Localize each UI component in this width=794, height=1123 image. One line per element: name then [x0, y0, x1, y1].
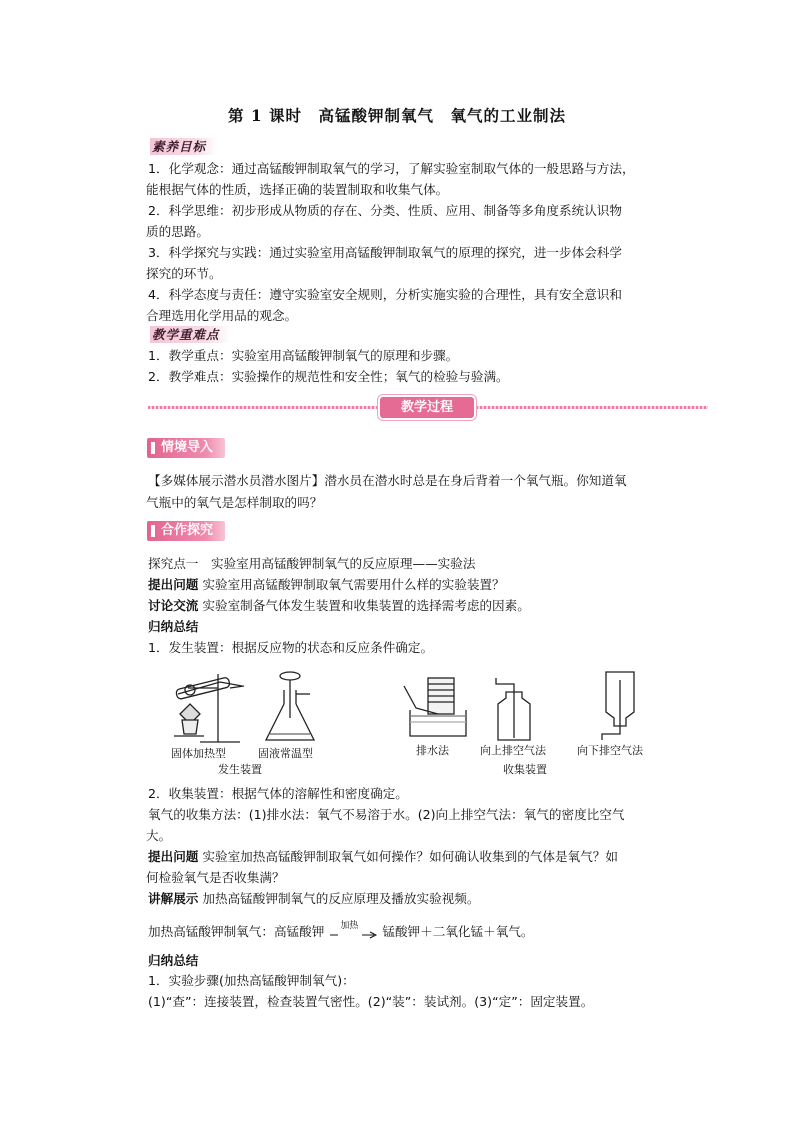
reaction-arrow — [328, 920, 378, 940]
goal-line-2: 能根据气体的性质，选择正确的装置制取和收集气体。 — [146, 182, 449, 197]
explanation-text: 加热高锰酸钾制氧气的反应原理及播放实验视频。 — [198, 891, 480, 906]
question-2-label: 提出问题 — [148, 849, 199, 864]
caption-collection-group: 收集装置 — [503, 763, 547, 776]
caption-generator-group: 发生装置 — [218, 763, 262, 776]
question-2-text-1: 实验室加热高锰酸钾制取氧气如何操作？如何确认收集到的气体是氧气？如 — [198, 849, 618, 864]
tag-keypoints: 教学重难点 — [150, 326, 230, 343]
reaction-equation — [148, 921, 533, 940]
oxygen-collect-line-2: 大。 — [146, 828, 172, 843]
question-1-label: 提出问题 — [148, 577, 199, 592]
steps-line: (1)“查”：连接装置，检查装置气密性。(2)“装”：装试剂。(3)“定”：固定装置。 — [148, 994, 594, 1009]
keypoint-line-2: 2．教学难点：实验操作的规范性和安全性；氧气的检验与验满。 — [148, 369, 509, 384]
goal-line-4: 质的思路。 — [146, 224, 209, 239]
section-intro: 情境导入 — [147, 438, 225, 458]
discussion-1-text: 实验室制备气体发生装置和收集装置的选择需考虑的因素。 — [198, 598, 530, 613]
apparatus-figure — [160, 664, 660, 746]
question-1-text: 实验室用高锰酸钾制取氧气需要用什么样的实验装置？ — [198, 577, 505, 592]
summary-2-label: 归纳总结 — [148, 953, 199, 968]
explanation — [148, 888, 678, 909]
water-displacement-apparatus — [404, 678, 466, 736]
question-1 — [148, 574, 678, 595]
intro-line-1: 【多媒体展示潜水员潜水图片】潜水员在潜水时总是在身后背着一个氧气瓶。你知道氧 — [148, 473, 627, 488]
upward-air-apparatus — [496, 678, 530, 740]
solid-liquid-apparatus — [266, 672, 314, 740]
goal-line-1: 1．化学观念：通过高锰酸钾制取氧气的学习，了解实验室制取气体的一般思路与方法， — [148, 161, 635, 176]
goal-line-5: 3．科学探究与实践：通过实验室用高锰酸钾制取氧气的原理的探究，进一步体会科学 — [148, 245, 622, 260]
downward-air-apparatus — [602, 672, 634, 740]
solid-heating-apparatus — [174, 674, 244, 742]
caption-solid-liquid: 固液常温型 — [258, 747, 313, 760]
discussion-1-label: 讨论交流 — [148, 598, 199, 613]
oxygen-collect-line-1: 氧气的收集方法：(1)排水法：氧气不易溶于水。(2)向上排空气法：氧气的密度比空气 — [148, 807, 625, 822]
generator-device-text: 1．发生装置：根据反应物的状态和反应条件确定。 — [148, 640, 434, 655]
collection-device-text: 2．收集装置：根据气体的溶解性和密度确定。 — [148, 786, 408, 801]
goal-line-6: 探究的环节。 — [146, 266, 222, 281]
summary-1-label: 归纳总结 — [148, 619, 199, 634]
lesson-title: 第 1 课时 高锰酸钾制氧气 氧气的工业制法 — [227, 106, 567, 125]
question-2-text-2: 何检验氧气是否收集满？ — [146, 870, 285, 885]
caption-upward-air: 向上排空气法 — [480, 744, 546, 757]
process-banner: 教学过程 — [380, 397, 474, 418]
caption-solid-heat: 固体加热型 — [171, 747, 226, 760]
equation-suffix: 锰酸钾＋二氧化锰＋氧气。 — [382, 924, 534, 939]
explanation-label: 讲解展示 — [148, 891, 199, 906]
caption-water: 排水法 — [416, 744, 449, 757]
discussion-1 — [148, 595, 678, 616]
intro-line-2: 气瓶中的氧气是怎样制取的吗？ — [146, 495, 323, 510]
arrow-icon — [328, 928, 378, 942]
explore-point: 探究点一 实验室用高锰酸钾制氧气的反应原理——实验法 — [148, 556, 476, 571]
question-2 — [148, 846, 678, 867]
steps-title: 1．实验步骤(加热高锰酸钾制氧气)： — [148, 973, 355, 988]
goal-line-8: 合理选用化学用品的观念。 — [146, 308, 298, 323]
keypoint-line-1: 1．教学重点：实验室用高锰酸钾制氧气的原理和步骤。 — [148, 348, 459, 363]
equation-prefix: 加热高锰酸钾制氧气：高锰酸钾 — [148, 924, 329, 939]
goal-line-7: 4．科学态度与责任：遵守实验室安全规则，分析实施实验的合理性，具有安全意识和 — [148, 287, 622, 302]
tag-goals: 素养目标 — [150, 138, 216, 155]
section-explore: 合作探究 — [147, 521, 225, 541]
goal-line-3: 2．科学思维：初步形成从物质的存在、分类、性质、应用、制备等多角度系统认识物 — [148, 203, 622, 218]
reaction-condition: 加热 — [340, 920, 359, 931]
caption-downward-air: 向下排空气法 — [577, 744, 643, 757]
